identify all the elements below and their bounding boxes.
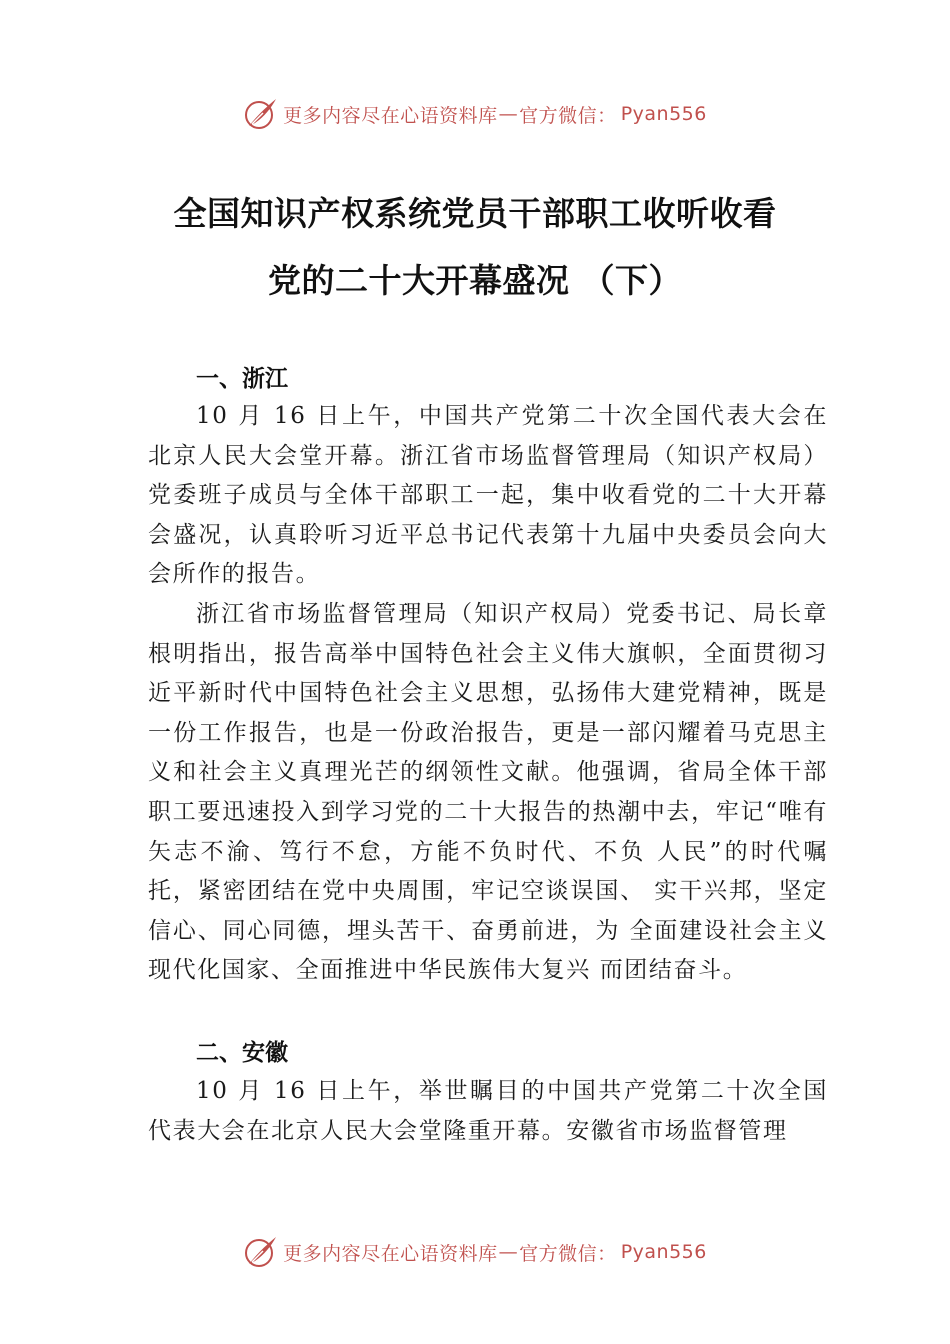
watermark-official: 官方微信： [519,104,617,127]
watermark-separator: — [498,103,519,125]
section-heading-anhui: 二、安徽 [196,1039,288,1066]
quill-pen-seal-icon [243,96,279,132]
paragraph-anhui-1: 10 月 16 日上午，举世瞩目的中国共产党第二十次全国代表大会在北京人民大会堂隆重开幕。安徽省市场监督管理 [148,1078,828,1144]
watermark-account: Pyan556 [620,103,707,125]
document-title-line-1: 全国知识产权系统党员干部职工收听收看 [173,194,777,233]
footer-watermark [0,1232,950,1272]
document-title-line-2: 党的二十大开幕盛况 （下） [268,261,682,300]
paragraph-zhejiang-2: 浙江省市场监督管理局（知识产权局）党委书记、局长章根明指出，报告高举中国特色社会主义伟大旗帜，全面贯彻习近平新时代中国特色社会主义思想，弘扬伟大建党精神，既是一份工作报告，也是一份政治报告，更是一部闪耀着马克思主义和社会主义真理光芒的纲领性文献。他强调，省局全体干部职工要迅速投入到学习党的二十大报告的热潮中去，牢记“唯有矢志不渝、笃行不怠，方能不负时代、不负 人民”的时代嘱托，紧密团结在党中央周围，牢记空谈误国、 实干兴邦，坚定信心、同心同德，埋头苦干、奋勇前进，为 全面建设社会主义现代化国家、全面推进中华民族伟大复兴 而团结奋斗。 [148,601,828,984]
watermark-separator: — [498,1241,519,1263]
watermark-text: 更多内容尽在心语资料库 [283,104,498,127]
header-watermark [0,94,950,134]
paragraph-zhejiang-1: 10 月 16 日上午，中国共产党第二十次全国代表大会在北京人民大会堂开幕。浙江省市场监督管理局（知识产权局）党委班子成员与全体干部职工一起，集中收看党的二十大开幕会盛况，认真聆听习近平总书记代表第十九届中央委员会向大会所作的报告。 [148,403,828,588]
watermark-text: 更多内容尽在心语资料库 [283,1242,498,1265]
section-heading-zhejiang: 一、浙江 [196,365,288,392]
watermark-account: Pyan556 [620,1241,707,1263]
quill-pen-seal-icon [243,1234,279,1270]
watermark-official: 官方微信： [519,1242,617,1265]
